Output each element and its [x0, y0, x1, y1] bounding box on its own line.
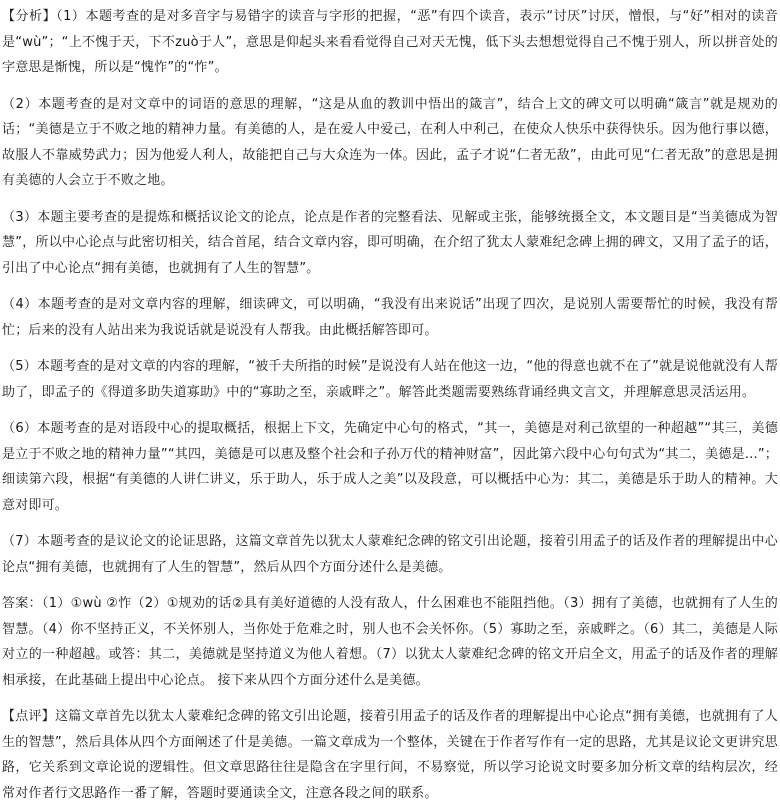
analysis-paragraph-5: （5）本题考查的是对文章的内容的理解，“被千夫所指的时候”是说没有人站在他这一边，“他的得意也就不在了”就是说他就没有人帮助了，即孟子的《得道多助失道寡助》中的“寡助之至，亲戚畔之”。解答此类题需要熟练背诵经典文言文，并理解意思灵活运用。	[2, 359, 778, 400]
analysis-paragraph-7: （7）本题考查的是议论文的论证思路，这篇文章首先以犹太人蒙难纪念碑的铭文引出论题，接着引用孟子的话及作者的理解提出中心论点“拥有美德，也就拥有了人生的智慧”，然后从四个方面分述什么是美德。	[2, 534, 778, 575]
analysis-paragraph-4: （4）本题考查的是对文章内容的理解，细读碑文，可以明确，“我没有出来说话”出现了四次，是说别人需要帮忙的时候，我没有帮忙；后来的没有人站出来为我说话就是说没有人帮我。由此概括解答即可。	[2, 297, 778, 338]
analysis-paragraph-2: （2）本题考查的是对文章中的词语的意思的理解，“这是从血的教训中悟出的箴言”，结合上文的碑文可以明确“箴言”就是规劝的话；“美德是立于不败之地的精神力量。有美德的人，是在爱人中爱己，在利人中利己，在使众人快乐中获得快乐。因为他行事以德，故服人不靠威势武力；因为他爱人利人，故能把自己与大众连为一体。因此，孟子才说“仁者无敌”，由此可见“仁者无敌”的意思是拥有美德的人会立于不败之地。	[2, 96, 778, 188]
analysis-paragraph-3: （3）本题主要考查的是提炼和概括议论文的论点，论点是作者的完整看法、见解或主张，能够统摄全文，本文题目是“当美德成为智慧”，所以中心论点与此密切相关，结合首尾，结合文章内容，即可明确，在介绍了犹太人蒙难纪念碑上拥的碑文，又用了孟子的话，引出了中心论点“拥有美德，也就拥有了人生的智慧”。	[2, 209, 778, 276]
solution-document	[2, 4, 778, 806]
analysis-paragraph-6: （6）本题考查的是对语段中心的提取概括，根据上下文，先确定中心句的格式，“其一，美德是对利己欲望的一种超越”“其三，美德是立于不败之地的精神力量”“其四，美德是可以惠及整个社会和子孙万代的精神财富”，因此第六段中心句句式为“其二，美德是...”；细读第六段，根据“有美德的人讲仁讲义，乐于助人，乐于成人之美”以及段意，可以概括中心为：其二，美德是乐于助人的精神。大意对即可。	[2, 421, 778, 513]
analysis-paragraph-1: 【分析】（1）本题考查的是对多音字与易错字的读音与字形的把握，“恶”有四个读音，表示“讨厌”讨厌，憎恨，与“好”相对的读音是“wù”；“上不愧于天，下不zuò于人”，意思是仰起头来看看觉得自己对天无愧，低下头去想想觉得自己不愧于别人，所以拼音处的字意思是惭愧，所以是“愧怍”的“怍”。	[2, 9, 778, 75]
answer-paragraph: 答案：（1）①wù ②怍（2）①规劝的话②具有美好道德的人没有敌人，什么困难也不能阻挡他。（3）拥有了美德，也就拥有了人生的智慧。（4）你不坚持正义，不关怀别人，当你处于危难之时，别人也不会关怀你。（5）寡助之至，亲戚畔之。（6）其二，美德是人际对立的一种超越。或答：其二，美德就是坚持道义为他人着想。（7）以犹太人蒙难纪念碑的铭文开启全文，用孟子的话及作者的理解相承接，在此基础上提出中心论点。 接下来从四个方面分述什么是美德。	[2, 596, 778, 688]
comment-paragraph: 【点评】这篇文章首先以犹太人蒙难纪念碑的铭文引出论题，接着引用孟子的话及作者的理解提出中心论点“拥有美德，也就拥有了人生的智慧”，然后具体从四个方面阐述了什是美德。一篇文章成为一个整体，关键在于作者写作有一定的思路，尤其是议论文更讲究思路，它关系到文章论说的逻辑性。但文章思路往往是隐含在字里行间，不易察觉，所以学习论说文时要多加分析文章的结构层次，经常对作者行文思路作一番了解，答题时要通读全文，注意各段之间的联系。	[2, 709, 778, 801]
